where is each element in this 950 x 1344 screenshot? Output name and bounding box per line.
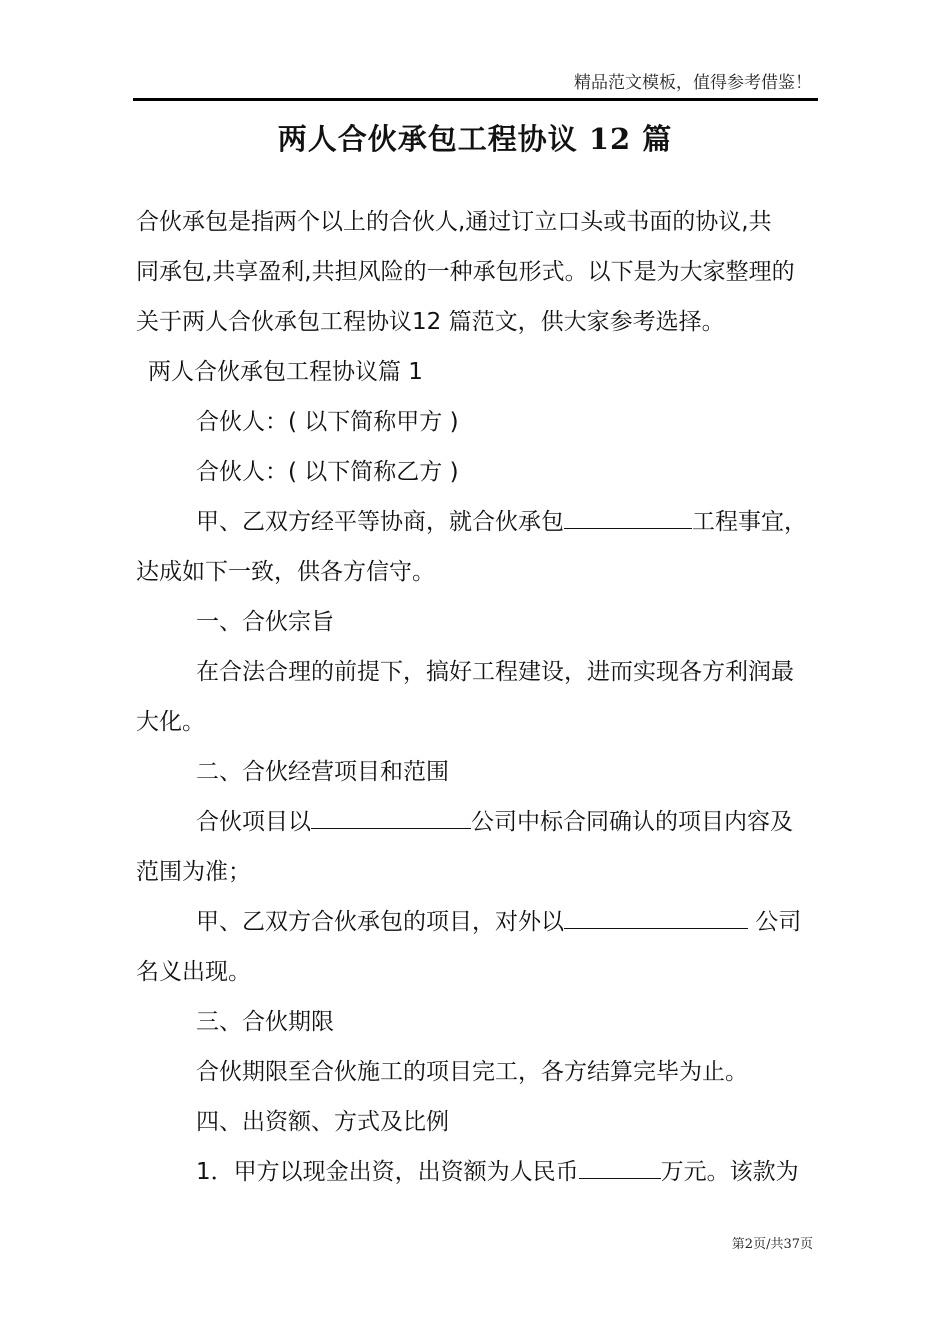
clause-2-line-4: 名义出现。 [136,959,251,985]
clause-2-line-3 [196,897,886,947]
agreement-line [196,497,886,547]
intro-line-1: 合伙承包是指两个以上的合伙人,通过订立口头或书面的协议,共 [136,209,772,235]
partner-a-line: 合伙人：( 以下简称甲方 ) [196,409,459,435]
partner-b-line: 合伙人：( 以下简称乙方 ) [196,459,459,485]
clause-heading-3: 三、合伙期限 [196,1009,334,1035]
clause-heading-2: 二、合伙经营项目和范围 [196,759,449,785]
page-title: 两人合伙承包工程协议 12 篇 [277,122,673,156]
clause-2-text-b: 公司中标合同确认的项目内容及 [471,809,793,835]
intro-line-2: 同承包,共享盈利,共担风险的一种承包形式。以下是为大家整理的 [136,259,795,285]
clause-1-line-1: 在合法合理的前提下，搞好工程建设，进而实现各方利润最 [196,659,794,685]
clause-heading-4: 四、出资额、方式及比例 [196,1109,449,1135]
amount-blank [579,1158,661,1179]
clause-2-text-c: 甲、乙双方合伙承包的项目，对外以 [196,909,564,935]
agreement-text-b: 工程事宜， [692,509,807,535]
agreement-line-2: 达成如下一致，供各方信守。 [136,559,435,585]
header-note: 精品范文模板，值得参考借鉴！ [574,73,812,93]
clause-2-text-a: 合伙项目以 [196,809,311,835]
clause-4-text-b: 万元。该款为 [660,1159,799,1185]
clause-2-line-2: 范围为准； [136,859,251,885]
clause-1-line-2: 大化。 [136,709,205,735]
intro-line-3: 关于两人合伙承包工程协议12 篇范文，供大家参考选择。 [136,309,725,335]
clause-4-text-a: 1．甲方以现金出资，出资额为人民币 [196,1159,579,1185]
page-number: 第2页/共37页 [731,1237,813,1252]
clause-2-line-1 [196,797,886,847]
header-rule [133,98,818,101]
company-blank-1 [311,808,471,829]
project-name-blank [564,508,692,529]
clause-heading-1: 一、合伙宗旨 [196,609,334,635]
clause-2-text-d: 公司 [748,909,802,935]
section-heading-1: 两人合伙承包工程协议篇 1 [148,359,423,385]
clause-3-line-1: 合伙期限至合伙施工的项目完工，各方结算完毕为止。 [196,1059,748,1085]
company-blank-2 [564,908,748,929]
clause-4-line-1 [196,1147,886,1197]
agreement-text-a: 甲、乙双方经平等协商，就合伙承包 [196,509,564,535]
